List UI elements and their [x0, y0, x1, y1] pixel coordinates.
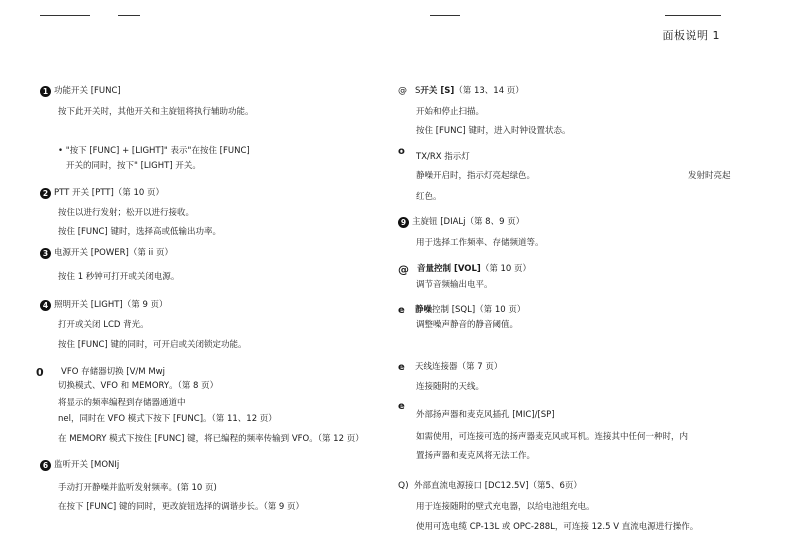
item-dc-desc-1: 用于连接随附的壁式充电器，以给电池组充电。 — [416, 502, 595, 512]
item-micsp-desc-2: 置扬声器和麦克风将无法工作。 — [416, 451, 536, 461]
item-title: 电源开关 [POWER]（第 ii 页） — [54, 248, 173, 258]
item-antenna-desc: 连接随附的天线。 — [416, 382, 485, 392]
item-sql-title — [398, 305, 525, 316]
item-title: VFO 存储器切换 [V/M Mwj — [61, 367, 165, 377]
item-txrx-marker-row — [398, 146, 415, 157]
item-title: PTT 开关 [PTT]（第 10 页） — [54, 188, 164, 198]
item-txrx-desc-1 — [416, 171, 731, 182]
item-sql-desc: 调整噪声静音的静音阈值。 — [416, 320, 519, 330]
item-light-desc-2: 按住 [FUNC] 键的同时，可开启或关闭锁定功能。 — [58, 340, 247, 350]
item-ptt-desc-2: 按住 [FUNC] 键时，选择高或低输出功率。 — [58, 227, 221, 237]
item-marker: e — [398, 362, 405, 373]
item-title-post: （第 13、14 页） — [454, 86, 524, 96]
item-func-title — [40, 86, 121, 97]
item-s-desc-1: 开始和停止扫描。 — [416, 107, 485, 117]
header-rule-3 — [430, 15, 460, 16]
page-header-title: 面板说明 1 — [662, 29, 720, 42]
item-marker: 3 — [40, 248, 51, 259]
item-antenna-title — [398, 362, 502, 373]
item-func-note-2: 开关的同时，按下" [LIGHT] 开关。 — [66, 161, 201, 171]
item-power-desc: 按住 1 秒钟可打开或关闭电源。 — [58, 272, 180, 282]
item-title: 天线连接器（第 7 页） — [415, 362, 503, 372]
item-marker: e — [398, 401, 405, 412]
item-light-title — [40, 300, 168, 311]
item-moni-title — [40, 460, 119, 471]
header-rule-1 — [40, 15, 90, 16]
item-txrx-desc-left: 静噪开启时，指示灯亮起绿色。 — [416, 171, 536, 181]
item-title-bold: 开关 [S] — [420, 86, 455, 96]
item-micsp-marker-row — [398, 401, 415, 412]
item-power-title — [40, 248, 173, 259]
item-vol-desc: 调节音频输出电平。 — [416, 280, 493, 290]
item-func-desc: 按下此开关时，其他开关和主旋钮将执行辅助功能。 — [58, 107, 254, 117]
item-marker: Q) — [398, 481, 409, 491]
item-s-desc-2: 按住 [FUNC] 键时，进入时钟设置状态。 — [416, 126, 571, 136]
item-txrx-title: TX/RX 指示灯 — [416, 152, 470, 162]
item-moni-desc-1: 手动打开静噪并监听发射频率。(第 10 页) — [58, 483, 217, 493]
item-title-bold: 静噪 — [415, 305, 433, 315]
item-marker: 9 — [398, 217, 409, 228]
item-s-title — [398, 86, 524, 97]
item-micsp-desc-1: 如需使用，可连接可选的扬声器麦克风或耳机。连接其中任何一种时，内 — [416, 432, 689, 442]
item-txrx-desc-2: 红色。 — [416, 192, 442, 202]
item-title: 外部直流电源接口 [DC12.5V]（第5、6页） — [414, 481, 582, 491]
item-dc-desc-2: 使用可选电缆 CP-13L 或 OPC-288L，可连接 12.5 V 直流电源进行操作。 — [416, 522, 699, 532]
item-ptt-title — [40, 188, 164, 199]
item-light-desc-1: 打开或关闭 LCD 背光。 — [58, 320, 149, 330]
item-vfo-desc-3: nel，同时在 VFO 模式下按下 [FUNC]。（第 11、12 页） — [58, 414, 277, 424]
item-marker: @ — [398, 263, 409, 276]
item-dial-title — [398, 217, 524, 228]
item-vfo-desc-1: 切换模式、VFO 和 MEMORY。（第 8 页） — [58, 381, 219, 391]
item-title-bold: 音量控制 [VOL] — [417, 264, 481, 274]
header-rule-2 — [118, 15, 140, 16]
item-title-pre: S — [415, 86, 421, 96]
item-marker: 1 — [40, 86, 51, 97]
item-dial-desc: 用于选择工作频率、存储频道等。 — [416, 238, 544, 248]
header-rule-4 — [665, 15, 721, 16]
item-marker: 0 — [36, 366, 44, 379]
item-marker: 6 — [40, 460, 51, 471]
item-dc-title — [398, 481, 582, 492]
item-title: 监听开关 [MONIj — [54, 460, 120, 470]
item-marker: @ — [398, 86, 407, 96]
item-vfo-desc-2: 将显示的频率编程到存储器通道中 — [58, 398, 186, 408]
item-micsp-title: 外部扬声器和麦克风插孔 [MIC]/[SP] — [416, 410, 555, 420]
item-title: 照明开关 [LIGHT]（第 9 页） — [54, 300, 168, 310]
item-title-post: 控制 [SQL]（第 10 页） — [432, 305, 526, 315]
item-marker: 2 — [40, 188, 51, 199]
item-moni-desc-2: 在按下 [FUNC] 键的同时，更改旋钮选择的调谐步长。（第 9 页） — [58, 502, 305, 512]
item-txrx-desc-right: 发射时亮起 — [688, 171, 731, 181]
item-vfo-desc-4: 在 MEMORY 模式下按住 [FUNC] 键，将已编程的频率传输到 VFO。（第 12 页） — [58, 434, 364, 444]
item-vol-title — [398, 264, 531, 275]
item-title: 主旋钮 [DIALj（第 8、9 页） — [412, 217, 525, 227]
item-ptt-desc-1: 按住以进行发射；松开以进行接收。 — [58, 208, 195, 218]
item-title: 功能开关 [FUNC] — [54, 86, 121, 96]
item-marker: o — [398, 146, 405, 157]
item-func-note-1: • "按下 [FUNC] + [LIGHT]" 表示"在按住 [FUNC] — [58, 146, 250, 156]
item-title-post: （第 10 页） — [480, 264, 532, 274]
item-marker: e — [398, 305, 405, 316]
item-vfo-title — [36, 367, 165, 378]
item-marker: 4 — [40, 300, 51, 311]
